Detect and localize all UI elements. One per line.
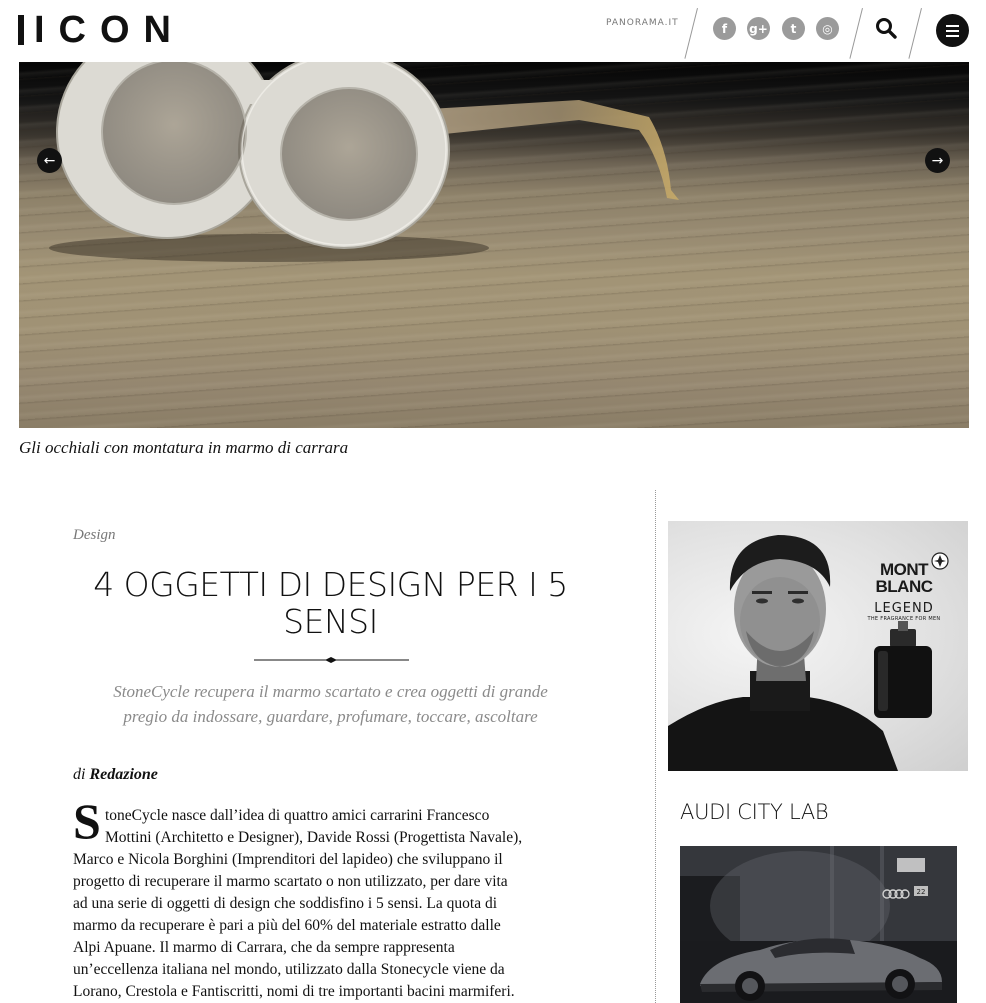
body-line: Marco e Nicola Borghini (Imprenditori del lapideo) che sviluppano il: [73, 851, 503, 868]
column-divider: [655, 490, 656, 1003]
body-line: marmo da recuperare è pari a più del 60% del materiale estratto dalle: [73, 917, 501, 934]
byline-author[interactable]: Redazione: [89, 766, 158, 783]
article-subtitle: [68, 679, 593, 729]
body-line: un’eccellenza italiana nel mondo, utilizzato dalla Stonecycle viene da: [73, 961, 505, 978]
title-ornament: [254, 655, 409, 665]
ad-product-name: LEGEND: [874, 601, 934, 616]
byline-prefix: di: [73, 766, 90, 783]
title-line-2: SENSI: [283, 602, 378, 641]
header-divider: [908, 8, 922, 59]
site-header: [0, 0, 986, 62]
title-line-1: 4 OGGETTI DI DESIGN PER I 5: [93, 565, 568, 604]
hero-caption: Gli occhiali con montatura in marmo di carrara: [19, 438, 349, 457]
montblanc-advertisement[interactable]: [668, 521, 968, 771]
address-plate: 22: [916, 888, 926, 896]
ad-tagline: THE FRAGRANCE FOR MEN: [867, 616, 941, 622]
ad-brand-name: [869, 561, 939, 595]
logo-text: ICON: [34, 9, 185, 51]
audi-car-image: [680, 846, 957, 1003]
ad-brand-line-2: BLANC: [875, 577, 933, 596]
instagram-icon[interactable]: ◎: [816, 17, 839, 40]
article-body: [73, 805, 593, 1003]
body-line: Lorano, Crestola e Fantiscritti, nomi di tre importanti bacini marmiferi.: [73, 983, 515, 1000]
article-title: [60, 566, 601, 640]
facebook-icon[interactable]: f: [713, 17, 736, 40]
body-line: Mottini (Architetto e Designer), Davide Rossi (Progettista Navale),: [105, 829, 523, 846]
panorama-link[interactable]: PANORAMA.IT: [606, 18, 679, 28]
search-icon[interactable]: [874, 16, 898, 40]
header-divider: [849, 8, 863, 59]
audi-promo-image[interactable]: [680, 846, 957, 1003]
header-divider: [684, 8, 698, 59]
hero-slider: [19, 62, 969, 428]
body-line: progetto di recuperare il marmo scartato o non utilizzato, per dare vita: [73, 873, 508, 890]
article-category[interactable]: Design: [73, 527, 116, 543]
hamburger-menu-icon[interactable]: [936, 14, 969, 47]
twitter-icon[interactable]: t: [782, 17, 805, 40]
ad-brand-line-1: MONT: [879, 560, 929, 579]
subtitle-line-2: pregio da indossare, guardare, profumare, toccare, ascoltare: [123, 707, 538, 726]
article-byline: [73, 766, 158, 784]
drop-cap: S: [73, 793, 101, 849]
marble-glasses-image: [19, 62, 969, 428]
body-line: Alpi Apuane. Il marmo di Carrara, che da sempre rappresenta: [73, 939, 455, 956]
ad-model-portrait: [668, 521, 968, 771]
slider-next-button[interactable]: →: [925, 148, 950, 173]
slider-prev-button[interactable]: ←: [37, 148, 62, 173]
site-logo[interactable]: [18, 9, 185, 51]
logo-bar: [18, 15, 24, 45]
google-plus-icon[interactable]: g+: [747, 17, 770, 40]
sidebar-promo-heading[interactable]: AUDI CITY LAB: [680, 800, 829, 824]
body-line: toneCycle nasce dall’idea di quattro amici carrarini Francesco: [105, 807, 490, 824]
subtitle-line-1: StoneCycle recupera il marmo scartato e crea oggetti di grande: [113, 682, 548, 701]
body-line: ad una serie di oggetti di design che soddisfino i 5 sensi. La quota di: [73, 895, 498, 912]
